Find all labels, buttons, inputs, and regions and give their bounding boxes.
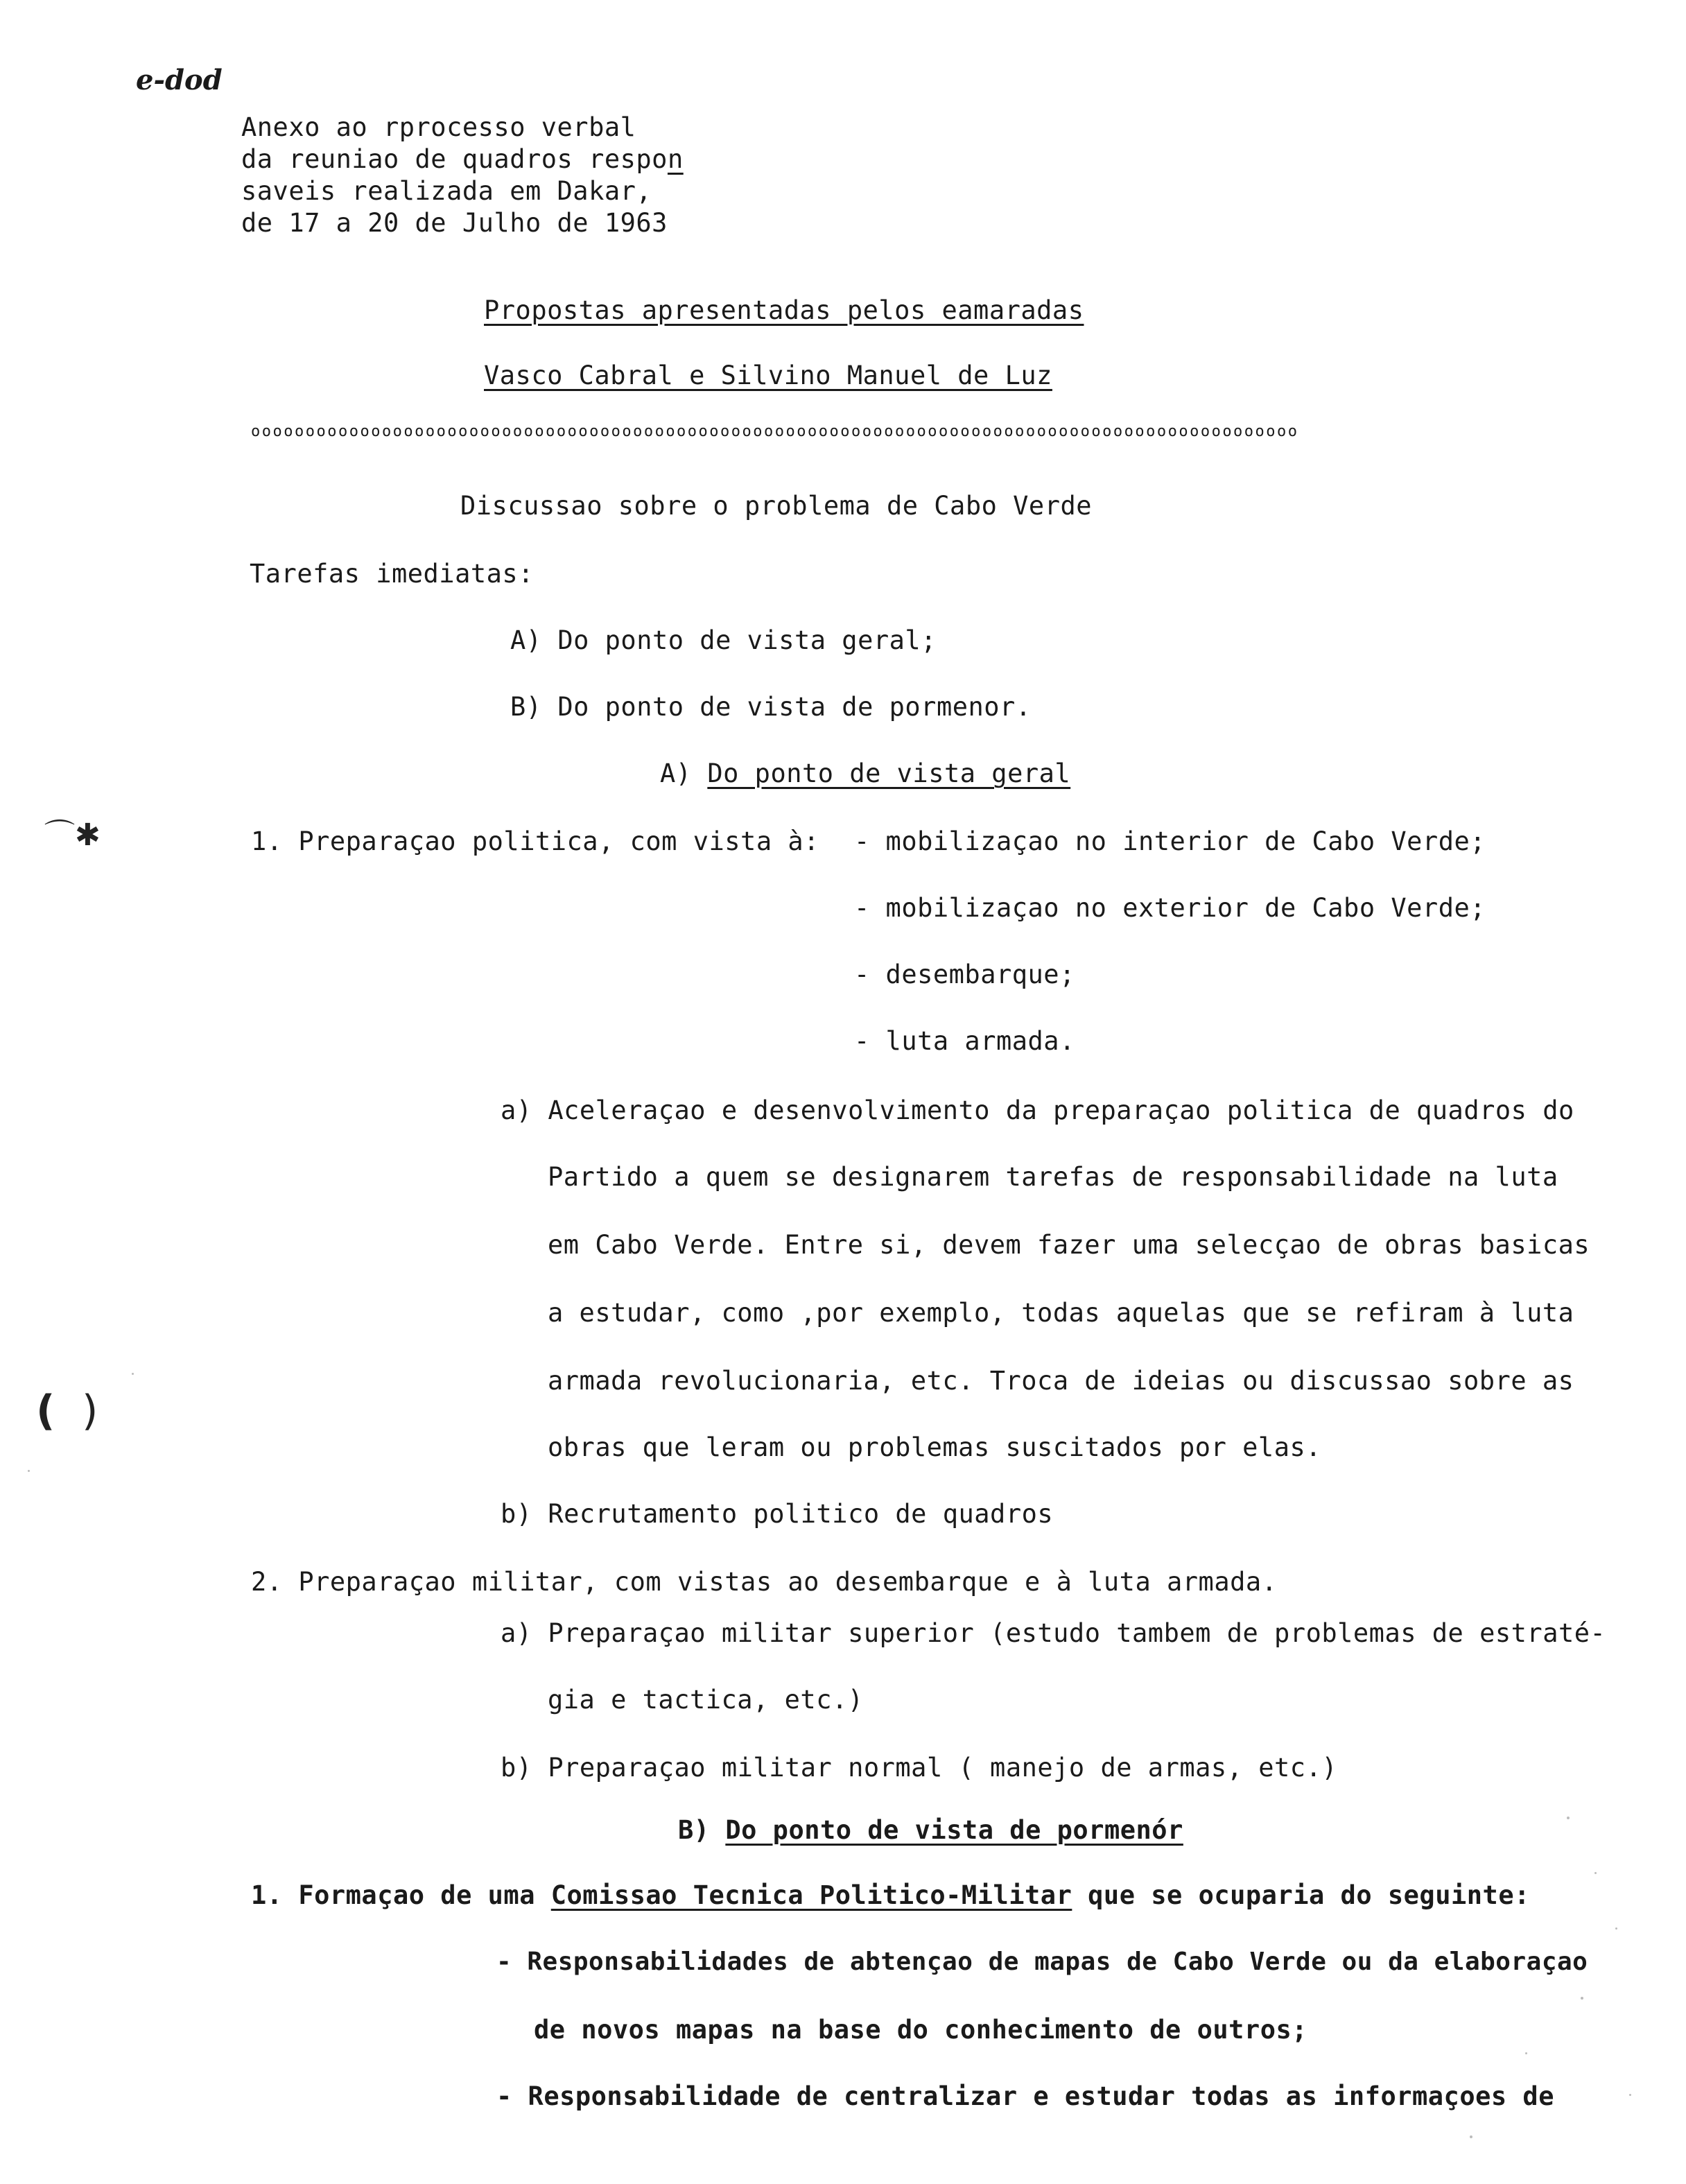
margin-arrow-mark: ⌒✱ [44,817,101,853]
bullet-3: - desembarque; [854,960,1075,989]
annex-line-4: de 17 a 20 de Julho de 1963 [241,208,668,238]
tasks-label: Tarefas imediatas: [250,559,534,589]
scan-speck [1615,1927,1617,1930]
part-b-item-1: 1. Formaçao de uma Comissao Tecnica Politico-Militar que se ocuparia do seguinte: [251,1880,1530,1910]
title-line-1: Propostas apresentadas pelos eamaradas [484,295,1084,325]
scan-speck [1594,1872,1597,1874]
sub-a-line-4: a estudar, como ,por exemplo, todas aquelas que se refiram à luta [548,1298,1574,1328]
annex-line-3: saveis realizada em Dakar, [241,176,652,206]
section-heading: Discussao sobre o problema de Cabo Verde [460,491,1093,521]
part-a-heading: A) Do ponto de vista geral [660,759,1071,788]
scan-speck [1581,1997,1583,2000]
item-2-heading: 2. Preparaçao militar, com vistas ao desembarque e à luta armada. [251,1567,1278,1597]
part-b-heading: B) Do ponto de vista de pormenór [678,1815,1183,1845]
part-b-bullet-line-1: - Responsabilidades de abtençao de mapas de Cabo Verde ou da elaboraçao [496,1948,1588,1976]
bullet-4: - luta armada. [854,1026,1075,1056]
margin-bracket-left: ( [36,1387,55,1435]
item-2-sub-a-line-1: a) Preparaçao militar superior (estudo tambem de problemas de estraté- [501,1618,1606,1648]
item-2-sub-b-line: b) Preparaçao militar normal ( manejo de armas, etc.) [501,1753,1338,1783]
sub-a-line-1: a) Aceleraçao e desenvolvimento da preparaçao politica de quadros do [501,1095,1574,1125]
scan-speck [1629,2094,1631,2096]
sub-b-line: b) Recrutamento politico de quadros [501,1499,1054,1529]
sub-a-line-5: armada revolucionaria, etc. Troca de ideias ou discussao sobre as [548,1366,1574,1396]
annex-line-2: da reuniao de quadros respon [241,144,684,174]
sub-a-line-2: Partido a quem se designarem tarefas de responsabilidade na luta [548,1162,1558,1192]
scan-speck [1525,2052,1527,2054]
part-b-bullet-line-2: de novos mapas na base do conhecimento de outros; [534,2015,1308,2045]
task-item-b: B) Do ponto de vista de pormenor. [510,692,1032,722]
sub-a-line-3: em Cabo Verde. Entre si, devem fazer uma selecçao de obras basicas [548,1230,1590,1260]
handwritten-reference: e-dod [136,64,223,96]
margin-bracket-right: ) [82,1387,98,1435]
scan-speck [1567,1817,1570,1819]
scan-speck [1470,2135,1472,2138]
task-item-a: A) Do ponto de vista geral; [510,625,937,655]
annex-line-1: Anexo ao rprocesso verbal [241,112,636,142]
sub-a-line-6: obras que leram ou problemas suscitados por elas. [548,1432,1322,1462]
item-2-sub-a-line-2: gia e tactica, etc.) [548,1685,864,1715]
title-line-2: Vasco Cabral e Silvino Manuel de Luz [484,361,1052,390]
bullet-2: - mobilizaçao no exterior de Cabo Verde; [854,893,1486,923]
part-b-bullet-line-3: - Responsabilidade de centralizar e estudar todas as informaçoes de [496,2081,1554,2111]
bullet-1: - mobilizaçao no interior de Cabo Verde; [854,826,1486,856]
scan-speck [28,1470,30,1472]
separator-line: oooooooooooooooooooooooooooooooooooooooooooooooooooooooooooooooooooooooooooooooooooooooooooooooo [251,423,1299,440]
scan-speck [132,1373,134,1375]
item-1-heading: 1. Preparaçao politica, com vista à: [251,826,819,856]
